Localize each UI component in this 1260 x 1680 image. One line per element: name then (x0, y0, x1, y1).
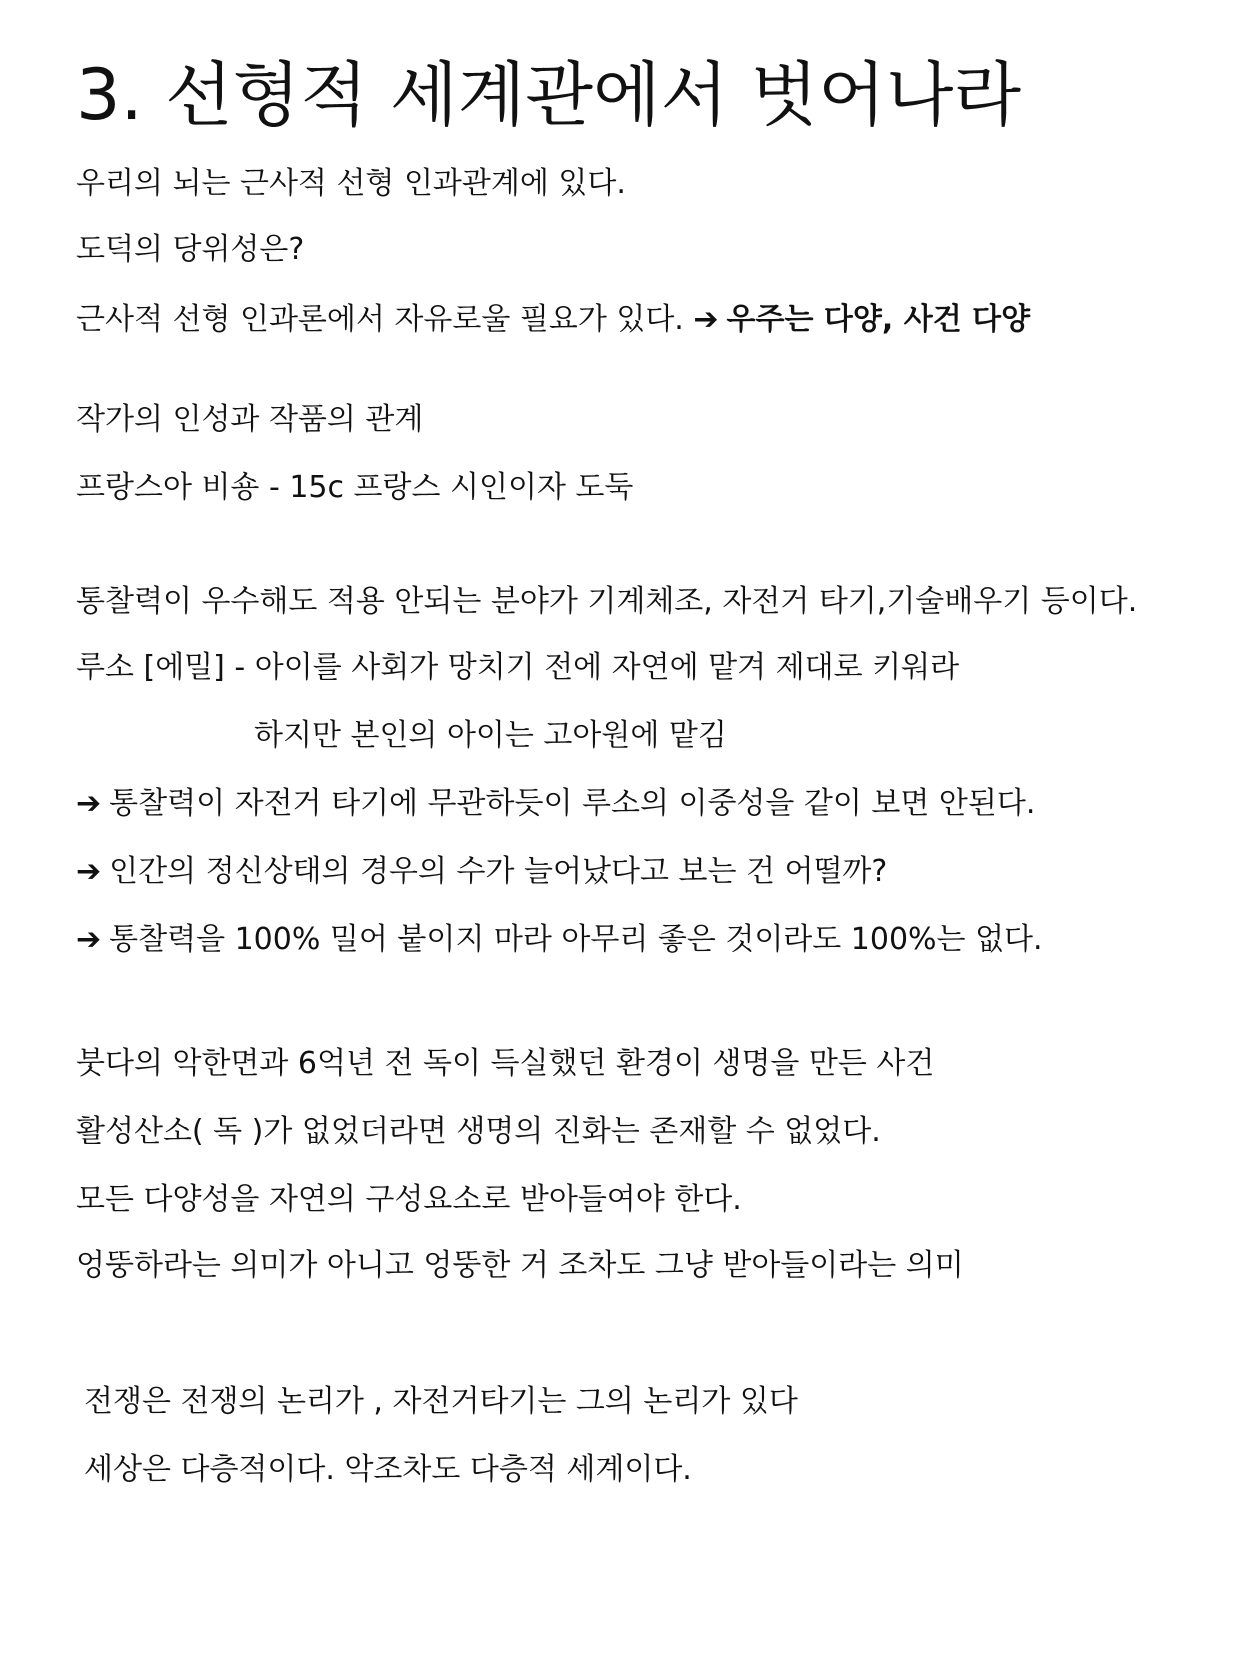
arrow-icon: ➔ (76, 922, 102, 957)
text-segment: 인간의 정신상태의 경우의 수가 늘어났다고 보는 건 어떨까? (109, 854, 888, 889)
arrow-icon: ➔ (76, 854, 102, 889)
arrow-line (76, 852, 887, 892)
text-line: 세상은 다층적이다. 악조차도 다층적 세계이다. (84, 1452, 692, 1487)
text-line: 엉뚱하라는 의미가 아니고 엉뚱한 거 조차도 그냥 받아들이라는 의미 (76, 1248, 964, 1283)
arrow-icon: ➔ (693, 302, 719, 337)
text-segment: 통찰력을 100% 밀어 붙이지 마라 아무리 좋은 것이라도 100%는 없다. (109, 922, 1043, 957)
emphasis-text: 우주는 다양, 사건 다양 (726, 302, 1031, 337)
text-line: 작가의 인성과 작품의 관계 (76, 402, 424, 437)
arrow-icon: ➔ (76, 786, 102, 821)
text-line: 도덕의 당위성은? (76, 232, 305, 267)
text-line: 루소 [에밀] - 아이를 사회가 망치기 전에 자연에 맡겨 제대로 키워라 (76, 650, 960, 685)
text-line: 활성산소( 독 )가 없었더라면 생명의 진화는 존재할 수 없었다. (76, 1114, 881, 1149)
text-line: 붓다의 악한면과 6억년 전 독이 득실했던 환경이 생명을 만든 사건 (76, 1046, 935, 1081)
text-segment: 근사적 선형 인과론에서 자유로울 필요가 있다. (76, 302, 684, 337)
text-line: 통찰력이 우수해도 적용 안되는 분야가 기계체조, 자전거 타기,기술배우기 등이다. (76, 584, 1138, 619)
arrow-line (76, 784, 1035, 824)
page-title: 3. 선형적 세계관에서 벗어나라 (76, 54, 1021, 136)
arrow-line (76, 920, 1043, 960)
text-line: 프랑스아 비숑 - 15c 프랑스 시인이자 도둑 (76, 470, 634, 505)
text-line: 모든 다양성을 자연의 구성요소로 받아들여야 한다. (76, 1182, 742, 1217)
text-line-indented: 하지만 본인의 아이는 고아원에 맡김 (254, 718, 727, 753)
text-line: 전쟁은 전쟁의 논리가 , 자전거타기는 그의 논리가 있다 (84, 1384, 798, 1419)
text-segment: 통찰력이 자전거 타기에 무관하듯이 루소의 이중성을 같이 보면 안된다. (109, 786, 1036, 821)
text-line: 우리의 뇌는 근사적 선형 인과관계에 있다. (76, 166, 626, 201)
text-line-with-conclusion (76, 300, 1030, 340)
